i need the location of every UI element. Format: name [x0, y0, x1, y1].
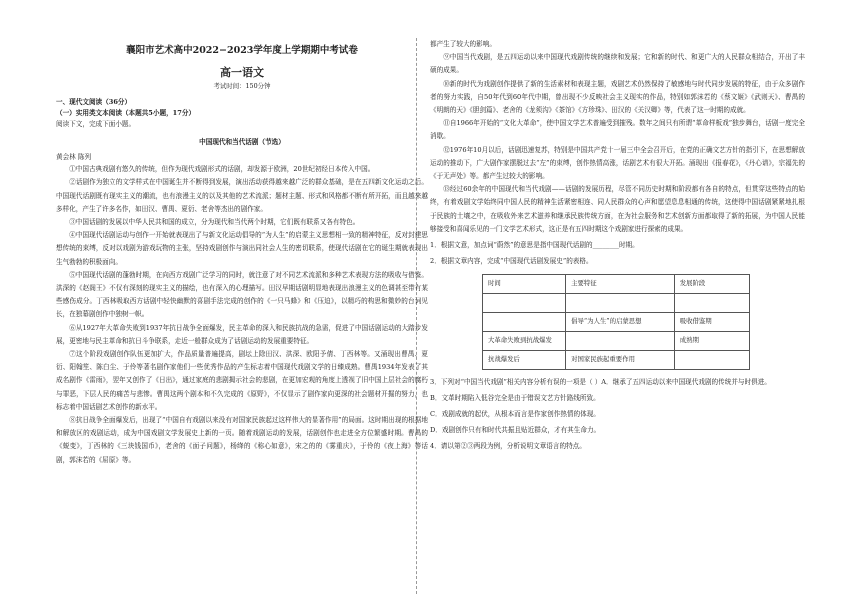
question-3-option-b: B．文革时期陷入低谷完全是由于错误文艺方针路线所致。: [430, 394, 600, 403]
table-cell: 成熟期: [674, 332, 749, 351]
article-paragraph: ⑧抗日战争全面爆发后，出现了“中国自有戏剧以来没有对国家民族起过这样伟大的显著作用”的局面。这时期出现的根据地和解放区的戏剧运动，成为中国戏剧文学发展史上新的一页。随着戏剧运动的发展，话剧创作也走进全方位繁盛时期。曹禺的《蜕变》，丁西林的《三块钱国币》，老舍的《面子问题》，杨绛的《称心如意》，宋之的的《雾重庆》，于伶的《夜上海》等话剧，郭沫若的《屈原》等。: [56, 416, 428, 464]
exam-title: 襄阳市艺术高中2022−2023学年度上学期期中考试卷: [126, 45, 358, 56]
article-paragraph: ④中国现代话剧运动与创作一开始就表现出了与新文化运动倡导的“为人生”的启蒙主义思想相一致的精神特征，反对封建思想传统的束缚，反对以戏剧为游戏玩物的主张，坚持戏剧创作与演出同社会人生的密切联系，使现代话剧在它的诞生期就表现出生气勃勃的积极面向。: [56, 231, 428, 266]
table-row: [483, 294, 750, 313]
article-paragraph: 都产生了较大的影响。: [430, 40, 496, 48]
table-header: 主要特征: [566, 275, 675, 294]
article-title: 中国现代和当代话剧（节选）: [199, 138, 285, 146]
table-cell: 抗战爆发后: [483, 351, 566, 370]
article-paragraph: ②话剧作为独立的文学样式在中国诞生并不断得到发展，演出活动获得越来越广泛的群众基础，是在五四新文化运动之后。中国现代话剧既有现实主义的潮流，也有浪漫主义的以及其他的艺术流派；题材主题、形式和风格都不断有所开拓，而且越来越多样化，产生了许多名作，如田汉、曹禺、夏衍、老舍等杰出的剧作家。: [56, 178, 428, 213]
exam-time: 考试时间：150分钟: [213, 82, 271, 90]
table-cell: 大革命失败到抗战爆发: [483, 332, 566, 351]
exam-subtitle: 高一语文: [220, 66, 264, 79]
table-header: 发展阶段: [674, 275, 749, 294]
article-paragraph: ⑫1976年10月以后，话剧迅速复苏，特别是中国共产党十一届三中全会召开后，在党的正确文艺方针的指引下，在思想解放运动的推动下，广大剧作家摆脱过去“左”的束缚，创作热情高涨，话剧艺术有很大开拓。涌现出《报春花》，《丹心谱》，宗福先的《于无声处》等。都产生过较大的影响。: [430, 145, 805, 181]
question-3-option-c: C．戏剧成就的起伏，从根本而言是作家创作热情的体现。: [430, 410, 600, 419]
right-column: [430, 38, 805, 453]
article-paragraph: ⑩新的时代为戏剧创作提供了新的生活素材和表现主题，戏剧艺术仍然保持了敏感地与时代同步发展的特征，由于众多剧作者的努力实践，自50年代到60年代中期，曾出现不少反映社会主义现实的作品，特别如郭沫若的《蔡文姬》《武则天》、曹禺的《明朗的天》《胆剑篇》、老舍的《龙须沟》《茶馆》《方珍珠》、田汉的《关汉卿》等，代表了这一时期的成就。: [430, 79, 805, 115]
table-cell[interactable]: [483, 313, 566, 332]
article-paragraph: ⑨中国当代戏剧，是五四运动以来中国现代戏剧传统的继续和发展；它和新的时代、和更广大的人民群众相结合，开出了丰硕的成果。: [430, 53, 805, 75]
table-cell[interactable]: [674, 294, 749, 313]
article-paragraph: ⑪自1966年开始的“文化大革命”，使中国文学艺术普遍受到摧残。数年之间只有所谓“革命样板戏”独步舞台，话剧一度完全消歇。: [430, 119, 805, 141]
table-header: 时间: [483, 275, 566, 294]
question-3: 3．下列对“中国当代戏剧”相关内容分析有误的一项是（ ）A．继承了五四运动以来中国现代戏剧的传统并与时俱进。: [430, 378, 771, 387]
article-paragraph: ⑥从1927年大革命失败到1937年抗日战争全面爆发，民主革命的深入和民族抗战的急需，促进了中国话剧运动的大踏步发展，更密地与民主革命和抗日斗争联系，走近一般群众成为了话剧运动的发展重要特征。: [56, 323, 428, 345]
table-cell[interactable]: [674, 351, 749, 370]
table-row: [483, 275, 750, 294]
article-paragraph: ⑤中国现代话剧的蓬勃时期，在向西方戏剧广泛学习的同时，就注意了对不同艺术流派和多种艺术表现方法的吸收与借鉴。洪深的《赵阁王》不仅有深刻的现实主义的描绘，也有深入的心理描写。田汉早期话剧明显地表现出浪漫主义的色调甚至带有某些感伤成分。丁西林吸取西方话剧中轻快幽默的喜剧手法完成的创作的《一只马蜂》和《压迫》，以精巧的构思和微妙的台词见长，在独幕剧创作中独树一帜。: [56, 270, 428, 319]
table-row: [483, 313, 750, 332]
article-paragraph: ⑬经过60余年的中国现代和当代戏剧——话剧的发展历程，尽管不同历史时期和阶段都有各自的特点，但贯穿这些特点的始终，有着戏剧文学始终同中国人民的精神生活紧密相连、同人民群众的心声和愿望息息相通的传统，这使得中国话剧紧紧地扎根于民族的土壤之中，在吸收外来艺术滋养和继承民族传统方面，在为社会服务和艺术创新方面都取得了新的拓展，为中国人民能够接受和喜闻乐见的一门文学艺术形式，这正是有五四时期这个戏剧家进行探索的成果。: [430, 185, 805, 233]
question-4: 4．请以第②③两段为例，分析说明文章语言的特点。: [430, 442, 586, 451]
table-cell: 吸收借鉴期: [674, 313, 749, 332]
section-heading: 一、现代文阅读（36分）: [56, 98, 132, 106]
article-paragraph: ⑦这个阶段戏剧创作队伍更加扩大，作品质量普遍提高，剧坛上除田汉、洪深、欧阳予倩、丁西林等。又涌现出曹禺、夏衍、阳翰笙、陈白尘、于伶等著名剧作家他们一些优秀作品的产生标志着中国现代戏剧文学的日臻成熟。曹禺1934年发表了其成名剧作《雷雨》，翌年又创作了《日出》，通过家庭的悲剧揭示社会的悲剧，在更加宏观的角度上透视了旧中国上层社会的腐朽与罪恶，下层人民的痛苦与悲惨。曹禺这两个剧本和不久完成的《原野》，不仅显示了剧作家向更深的社会题材开掘的努力，也标志着中国话剧艺术创作的新水平。: [56, 350, 428, 411]
binding-margin: [20, 38, 34, 594]
article-author: 黄会林 陈列: [56, 153, 92, 162]
article-paragraph: ①中国古典戏剧有悠久的传统，但作为现代戏剧形式的话剧，却发源于欧洲，20世纪初经日本传入中国。: [69, 165, 375, 174]
table-cell[interactable]: [483, 294, 566, 313]
subsection-heading: （一）实用类文本阅读（本题共5小题，17分）: [56, 109, 196, 117]
left-column: [56, 38, 428, 467]
table-cell[interactable]: [566, 294, 675, 313]
table-cell[interactable]: [566, 332, 675, 351]
instruction-text: 阅读下文，完成下面小题。: [56, 120, 136, 128]
table-row: [483, 351, 750, 370]
question-1: 1．根据文意，加点词“蔚然”的意思是指中国现代话剧的________时期。: [430, 241, 639, 250]
article-paragraph: ③中国话剧的发展以中华人民共和国的成立，分为现代和当代两个时期，它们既有联系又各有特色。: [69, 218, 360, 227]
table-row: [483, 332, 750, 351]
table-cell: 对国家民族起重要作用: [566, 351, 675, 370]
question-3-option-d: D．戏剧创作只有和时代共振且贴近群众，才有其生命力。: [430, 426, 601, 435]
table-cell: 倡导“为人生”的启蒙思想: [566, 313, 675, 332]
question-2: 2．根据文章内容，完成“中国现代话剧发展史”的表格。: [430, 257, 593, 266]
history-table: [482, 274, 750, 370]
